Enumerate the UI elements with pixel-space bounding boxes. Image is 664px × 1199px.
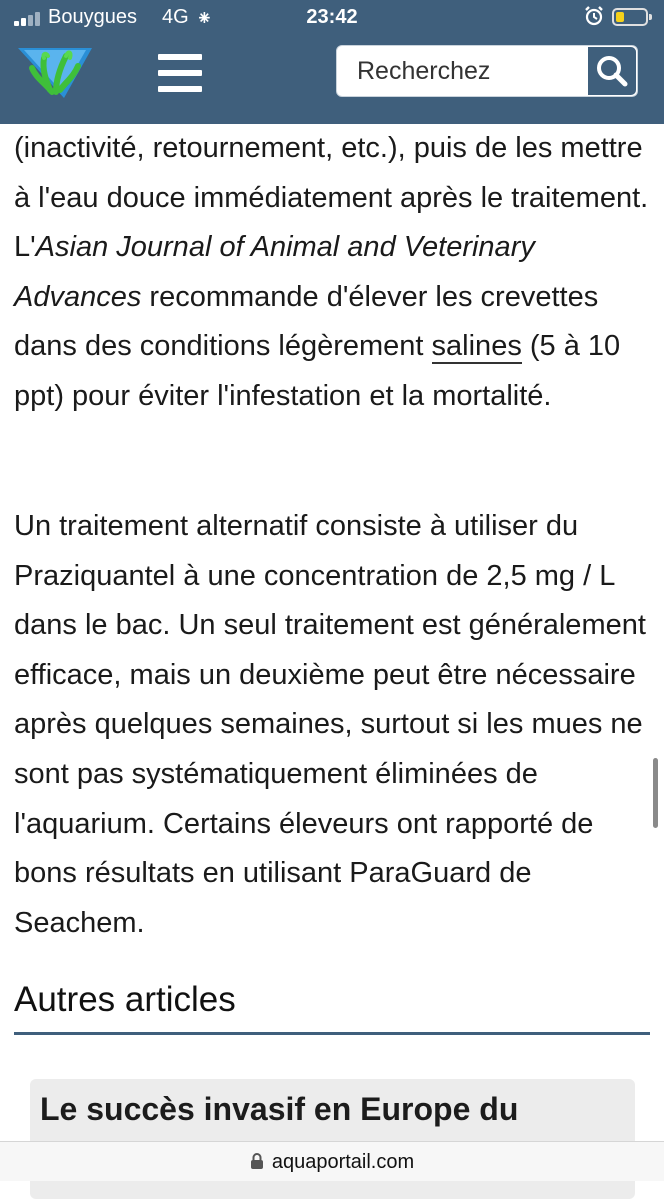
journal-name: Asian Journal of Animal and Veterinary Advances (14, 231, 535, 313)
alarm-clock-icon (584, 5, 604, 27)
article-paragraph: (inactivité, retournement, etc.), puis de les mettre à l'eau douce immédiatement après le traitement. L'Asian Journal of Animal and Veterinary Advances recommande d'élever les crevettes dans des conditions légèrement salines (5 à 10 ppt) pour éviter l'infestation et la mortalité. (14, 132, 649, 412)
salines-link[interactable]: salines (431, 330, 522, 363)
related-article-title[interactable]: Le succès invasif en Europe du (40, 1091, 519, 1127)
status-bar (0, 0, 664, 38)
url-text: aquaportail.com (271, 1151, 415, 1173)
scrollbar[interactable] (653, 758, 658, 828)
battery-icon (612, 8, 648, 26)
search-box (336, 45, 638, 97)
aquaportail-logo-icon[interactable] (16, 40, 94, 100)
loading-spinner-icon: ⁕ (196, 8, 213, 30)
carrier-name: Bouygues (48, 6, 137, 28)
hamburger-menu-icon[interactable] (158, 54, 202, 92)
related-articles-heading: Autres articles (14, 980, 236, 1019)
section-divider (14, 1032, 650, 1035)
lock-icon (250, 1152, 264, 1170)
network-type: 4G (162, 6, 189, 28)
search-input[interactable] (337, 46, 587, 96)
related-article-card[interactable] (30, 1079, 635, 1199)
search-icon (588, 47, 636, 95)
browser-url-bar[interactable] (0, 1141, 664, 1181)
top-header (0, 0, 664, 124)
status-time: 23:42 (306, 6, 358, 28)
search-button[interactable] (588, 47, 636, 95)
article-paragraph: Un traitement alternatif consiste à utiliser du Praziquantel à une concentration de 2,5 mg / L dans le bac. Un seul traitement est généralement efficace, mais un deuxième peut être nécessaire après quelques semaines, surtout si les mues ne sont pas systématiquement éliminées de l'aquarium. Certains éleveurs ont rapporté de bons résultats en utilisant ParaGuard de Seachem. (14, 510, 646, 939)
